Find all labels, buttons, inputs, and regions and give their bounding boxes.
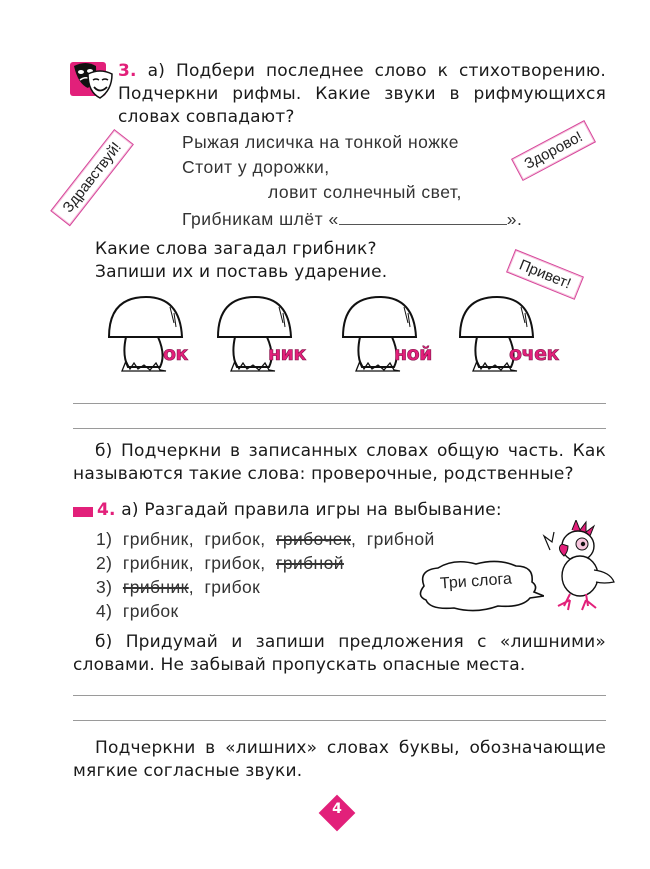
list-item: 1) грибник, грибок, грибочек, грибной: [96, 529, 435, 549]
poem-line-4: Грибникам шлёт « ».: [182, 209, 523, 229]
list-item: 2) грибник, грибок, грибной: [96, 553, 344, 573]
poem-line-3: ловит солнечный свет,: [268, 182, 462, 202]
mushroom-icon: [338, 293, 438, 383]
task4-extra-line1: Подчеркни в «лишних» словах буквы, обозначающие: [95, 738, 606, 758]
task4-instruction: 4. а) Разгадай правила игры на выбывание:: [97, 500, 502, 520]
sticker-hi: Привет!: [506, 249, 584, 300]
mushroom-suffix-2: ник: [268, 343, 306, 365]
poem-line-1: Рыжая лисичка на тонкой ножке: [182, 132, 459, 152]
task4-part-b-line1: б) Придумай и запиши предложения с «лишними»: [95, 632, 606, 652]
task3-number: 3.: [118, 61, 137, 81]
poem-line-2: Стоит у дорожки,: [182, 157, 330, 177]
theater-masks-icon: [70, 58, 114, 102]
poem-answer-blank[interactable]: [339, 208, 507, 225]
sticker-hello: Здравствуй!: [50, 129, 134, 227]
task3-instruction-line2: Подчеркни рифмы. Какие звуки в рифмующихся: [118, 84, 606, 104]
mushroom-icon: [213, 293, 313, 383]
list-item: 3) грибник, грибок: [96, 577, 261, 597]
answer-line[interactable]: [73, 695, 606, 696]
task3-instruction-line3: словах совпадают?: [118, 107, 295, 127]
speech-bubble-text: Три слога: [439, 570, 513, 593]
page-number: 4: [332, 801, 342, 817]
task4-extra-line2: мягкие согласные звуки.: [73, 761, 303, 781]
mushroom-suffix-1: ок: [163, 343, 188, 365]
list-item: 4) грибок: [96, 601, 179, 621]
task4-number: 4.: [97, 500, 116, 520]
mushroom-suffix-4: очек: [509, 343, 559, 365]
parrot-icon: [538, 520, 618, 615]
mushroom-icon: [104, 293, 204, 383]
task3-question-line1: Какие слова загадал грибник?: [95, 239, 377, 259]
sticker-greeting: Здорово!: [511, 120, 596, 181]
answer-line[interactable]: [73, 403, 606, 404]
mushroom-icon: [455, 293, 555, 383]
task3-question-line2: Запиши их и поставь ударение.: [95, 262, 388, 282]
task4-marker: [73, 507, 93, 517]
task3-instruction-line1: 3. а) Подбери последнее слово к стихотворению.: [118, 61, 607, 81]
task3-part-b-line2: называются такие слова: проверочные, родственные?: [73, 464, 574, 484]
answer-line[interactable]: [73, 428, 606, 429]
answer-line[interactable]: [73, 720, 606, 721]
mushroom-suffix-3: ной: [394, 343, 432, 365]
task4-part-b-line2: словами. Не забывай пропускать опасные места.: [73, 655, 526, 675]
game-list: [96, 527, 435, 623]
task3-part-b-line1: б) Подчеркни в записанных словах общую часть. Как: [95, 441, 606, 461]
